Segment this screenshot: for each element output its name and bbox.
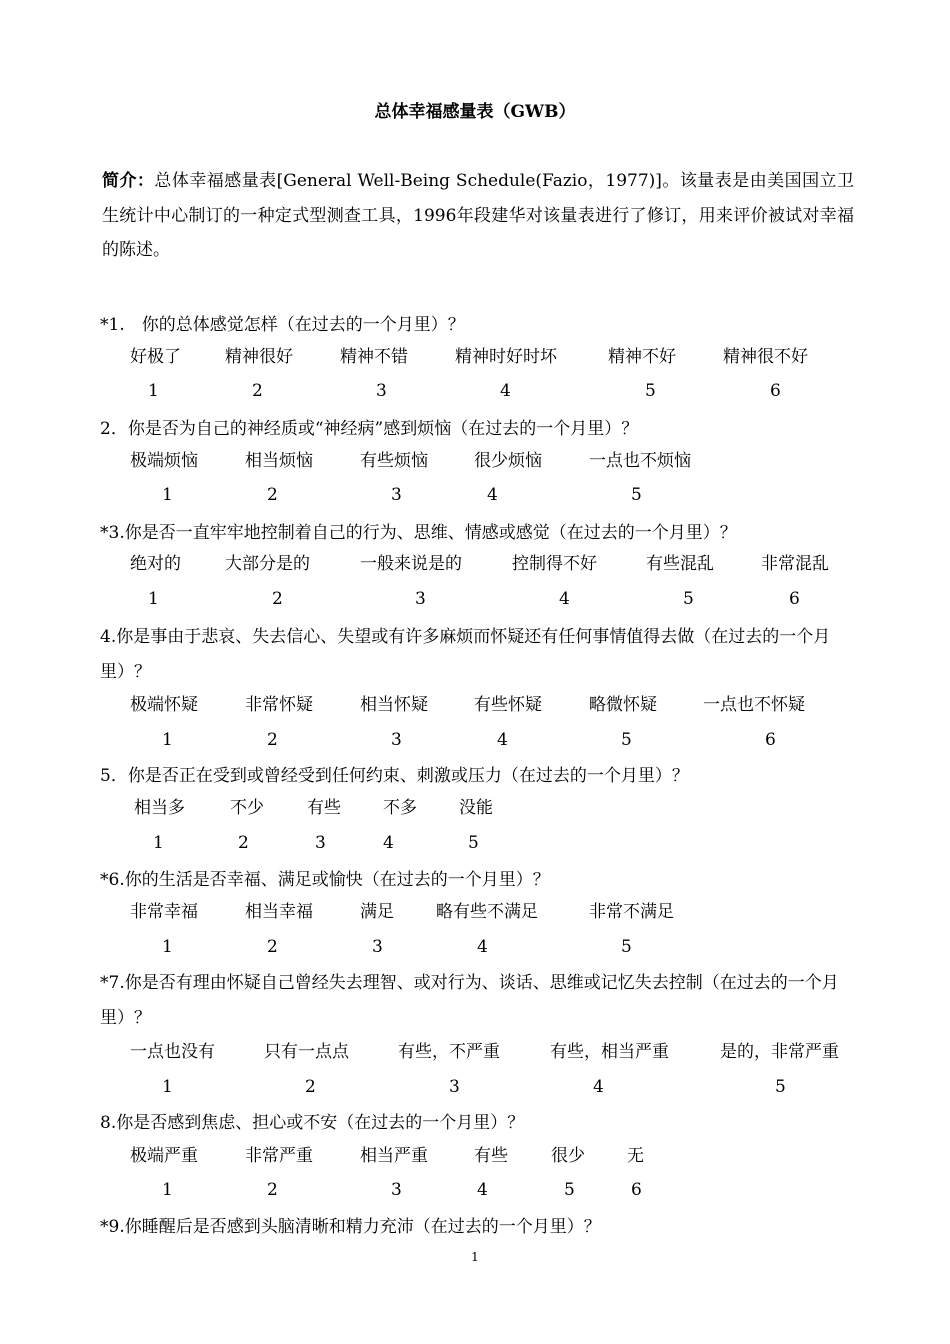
option-label: 极端严重 (130, 1146, 198, 1166)
question-1-scores (0, 376, 950, 406)
option-label: 满足 (360, 902, 394, 922)
page-number: 1 (471, 1250, 479, 1264)
option-label: 很少烦恼 (474, 451, 542, 471)
option-label: 有些混乱 (646, 554, 714, 574)
option-label: 有些，相当严重 (550, 1042, 669, 1062)
option-label: 精神时好时坏 (455, 347, 557, 367)
question-4-scores (0, 725, 950, 755)
score-number: 3 (391, 730, 402, 750)
option-label: 略微怀疑 (589, 695, 657, 715)
score-number: 4 (593, 1077, 604, 1097)
question-5-text: 5．你是否正在受到或曾经受到任何约束、刺激或压力（在过去的一个月里）？ (100, 766, 689, 786)
option-label: 极端怀疑 (130, 695, 198, 715)
option-label: 大部分是的 (225, 554, 310, 574)
score-number: 3 (415, 589, 426, 609)
score-number: 4 (477, 937, 488, 957)
question-8-text: 8.你是否感到焦虑、担心或不安（在过去的一个月里）？ (100, 1113, 525, 1133)
score-number: 6 (631, 1180, 642, 1200)
option-label: 一点也没有 (130, 1042, 215, 1062)
question-4-options (0, 690, 950, 720)
score-number: 6 (770, 381, 781, 401)
option-label: 相当多 (134, 798, 185, 818)
question-3-scores (0, 584, 950, 614)
option-label: 相当怀疑 (360, 695, 428, 715)
option-label: 有些怀疑 (474, 695, 542, 715)
score-number: 6 (765, 730, 776, 750)
question-7-options (0, 1037, 950, 1067)
question-5-options (0, 793, 950, 823)
option-label: 绝对的 (130, 554, 181, 574)
score-number: 5 (621, 937, 632, 957)
option-label: 只有一点点 (264, 1042, 349, 1062)
question-1-text: *1. 你的总体感觉怎样（在过去的一个月里）？ (100, 315, 465, 335)
score-number: 1 (162, 1180, 173, 1200)
score-number: 3 (391, 1180, 402, 1200)
option-label: 没能 (459, 798, 493, 818)
option-label: 一点也不怀疑 (703, 695, 805, 715)
score-number: 2 (305, 1077, 316, 1097)
question-8-scores (0, 1175, 950, 1205)
option-label: 好极了 (130, 347, 181, 367)
option-label: 有些，不严重 (398, 1042, 500, 1062)
score-number: 3 (376, 381, 387, 401)
score-number: 2 (267, 1180, 278, 1200)
option-label: 是的，非常严重 (720, 1042, 839, 1062)
score-number: 6 (789, 589, 800, 609)
question-2-scores (0, 480, 950, 510)
score-number: 2 (238, 833, 249, 853)
question-6-options (0, 897, 950, 927)
option-label: 非常严重 (245, 1146, 313, 1166)
score-number: 4 (559, 589, 570, 609)
option-label: 相当幸福 (245, 902, 313, 922)
score-number: 4 (383, 833, 394, 853)
question-3-options (0, 549, 950, 579)
question-1-options (0, 342, 950, 372)
document-title: 总体幸福感量表（GWB） (374, 102, 576, 122)
score-number: 4 (497, 730, 508, 750)
score-number: 1 (153, 833, 164, 853)
option-label: 无 (627, 1146, 644, 1166)
score-number: 1 (148, 589, 159, 609)
question-8-options (0, 1141, 950, 1171)
intro-text: 总体幸福感量表[General Well-Being Schedule(Fazio，1977)]。该量表是由美国国立卫生统计中心制订的一种定式型测查工具，1996年段建华对该量表进行了修订，用来评价被试对幸福的陈述。 (102, 171, 854, 260)
score-number: 4 (477, 1180, 488, 1200)
score-number: 5 (631, 485, 642, 505)
intro-paragraph (102, 164, 854, 268)
option-label: 控制得不好 (512, 554, 597, 574)
score-number: 4 (487, 485, 498, 505)
option-label: 非常不满足 (589, 902, 674, 922)
option-label: 有些 (474, 1146, 508, 1166)
score-number: 3 (372, 937, 383, 957)
score-number: 3 (315, 833, 326, 853)
score-number: 5 (775, 1077, 786, 1097)
option-label: 不多 (383, 798, 417, 818)
score-number: 3 (391, 485, 402, 505)
score-number: 5 (564, 1180, 575, 1200)
score-number: 2 (252, 381, 263, 401)
option-label: 精神不好 (608, 347, 676, 367)
score-number: 2 (272, 589, 283, 609)
question-7-scores (0, 1072, 950, 1102)
option-label: 很少 (551, 1146, 585, 1166)
score-number: 5 (645, 381, 656, 401)
question-3-text: *3.你是否一直牢牢地控制着自己的行为、思维、情感或感觉（在过去的一个月里）？ (100, 523, 737, 543)
question-9-text: *9.你睡醒后是否感到头脑清晰和精力充沛（在过去的一个月里）？ (100, 1217, 601, 1237)
question-6-text: *6.你的生活是否幸福、满足或愉快（在过去的一个月里）？ (100, 870, 550, 890)
option-label: 相当严重 (360, 1146, 428, 1166)
option-label: 精神很不好 (723, 347, 808, 367)
score-number: 2 (267, 485, 278, 505)
question-6-scores (0, 932, 950, 962)
score-number: 4 (500, 381, 511, 401)
option-label: 非常混乱 (761, 554, 829, 574)
score-number: 5 (683, 589, 694, 609)
intro-label: 简介： (102, 171, 155, 191)
question-2-options (0, 446, 950, 476)
option-label: 有些烦恼 (360, 451, 428, 471)
option-label: 一点也不烦恼 (589, 451, 691, 471)
option-label: 相当烦恼 (245, 451, 313, 471)
score-number: 1 (162, 485, 173, 505)
option-label: 略有些不满足 (436, 902, 538, 922)
score-number: 5 (468, 833, 479, 853)
option-label: 一般来说是的 (360, 554, 462, 574)
option-label: 非常怀疑 (245, 695, 313, 715)
score-number: 1 (162, 1077, 173, 1097)
question-4-text: 4.你是事由于悲哀、失去信心、失望或有许多麻烦而怀疑还有任何事情值得去做（在过去的一个月里）？ (100, 627, 831, 682)
option-label: 不少 (230, 798, 264, 818)
score-number: 2 (267, 730, 278, 750)
score-number: 2 (267, 937, 278, 957)
option-label: 精神很好 (225, 347, 293, 367)
score-number: 3 (449, 1077, 460, 1097)
option-label: 极端烦恼 (130, 451, 198, 471)
question-2-text: 2．你是否为自己的神经质或“神经病”感到烦恼（在过去的一个月里）？ (100, 419, 639, 439)
option-label: 精神不错 (340, 347, 408, 367)
score-number: 1 (162, 730, 173, 750)
option-label: 非常幸福 (130, 902, 198, 922)
score-number: 1 (148, 381, 159, 401)
option-label: 有些 (307, 798, 341, 818)
score-number: 1 (162, 937, 173, 957)
score-number: 5 (621, 730, 632, 750)
question-7-text: *7.你是否有理由怀疑自己曾经失去理智、或对行为、谈话、思维或记忆失去控制（在过去的一个月里）？ (100, 973, 839, 1028)
question-5-scores (0, 828, 950, 858)
